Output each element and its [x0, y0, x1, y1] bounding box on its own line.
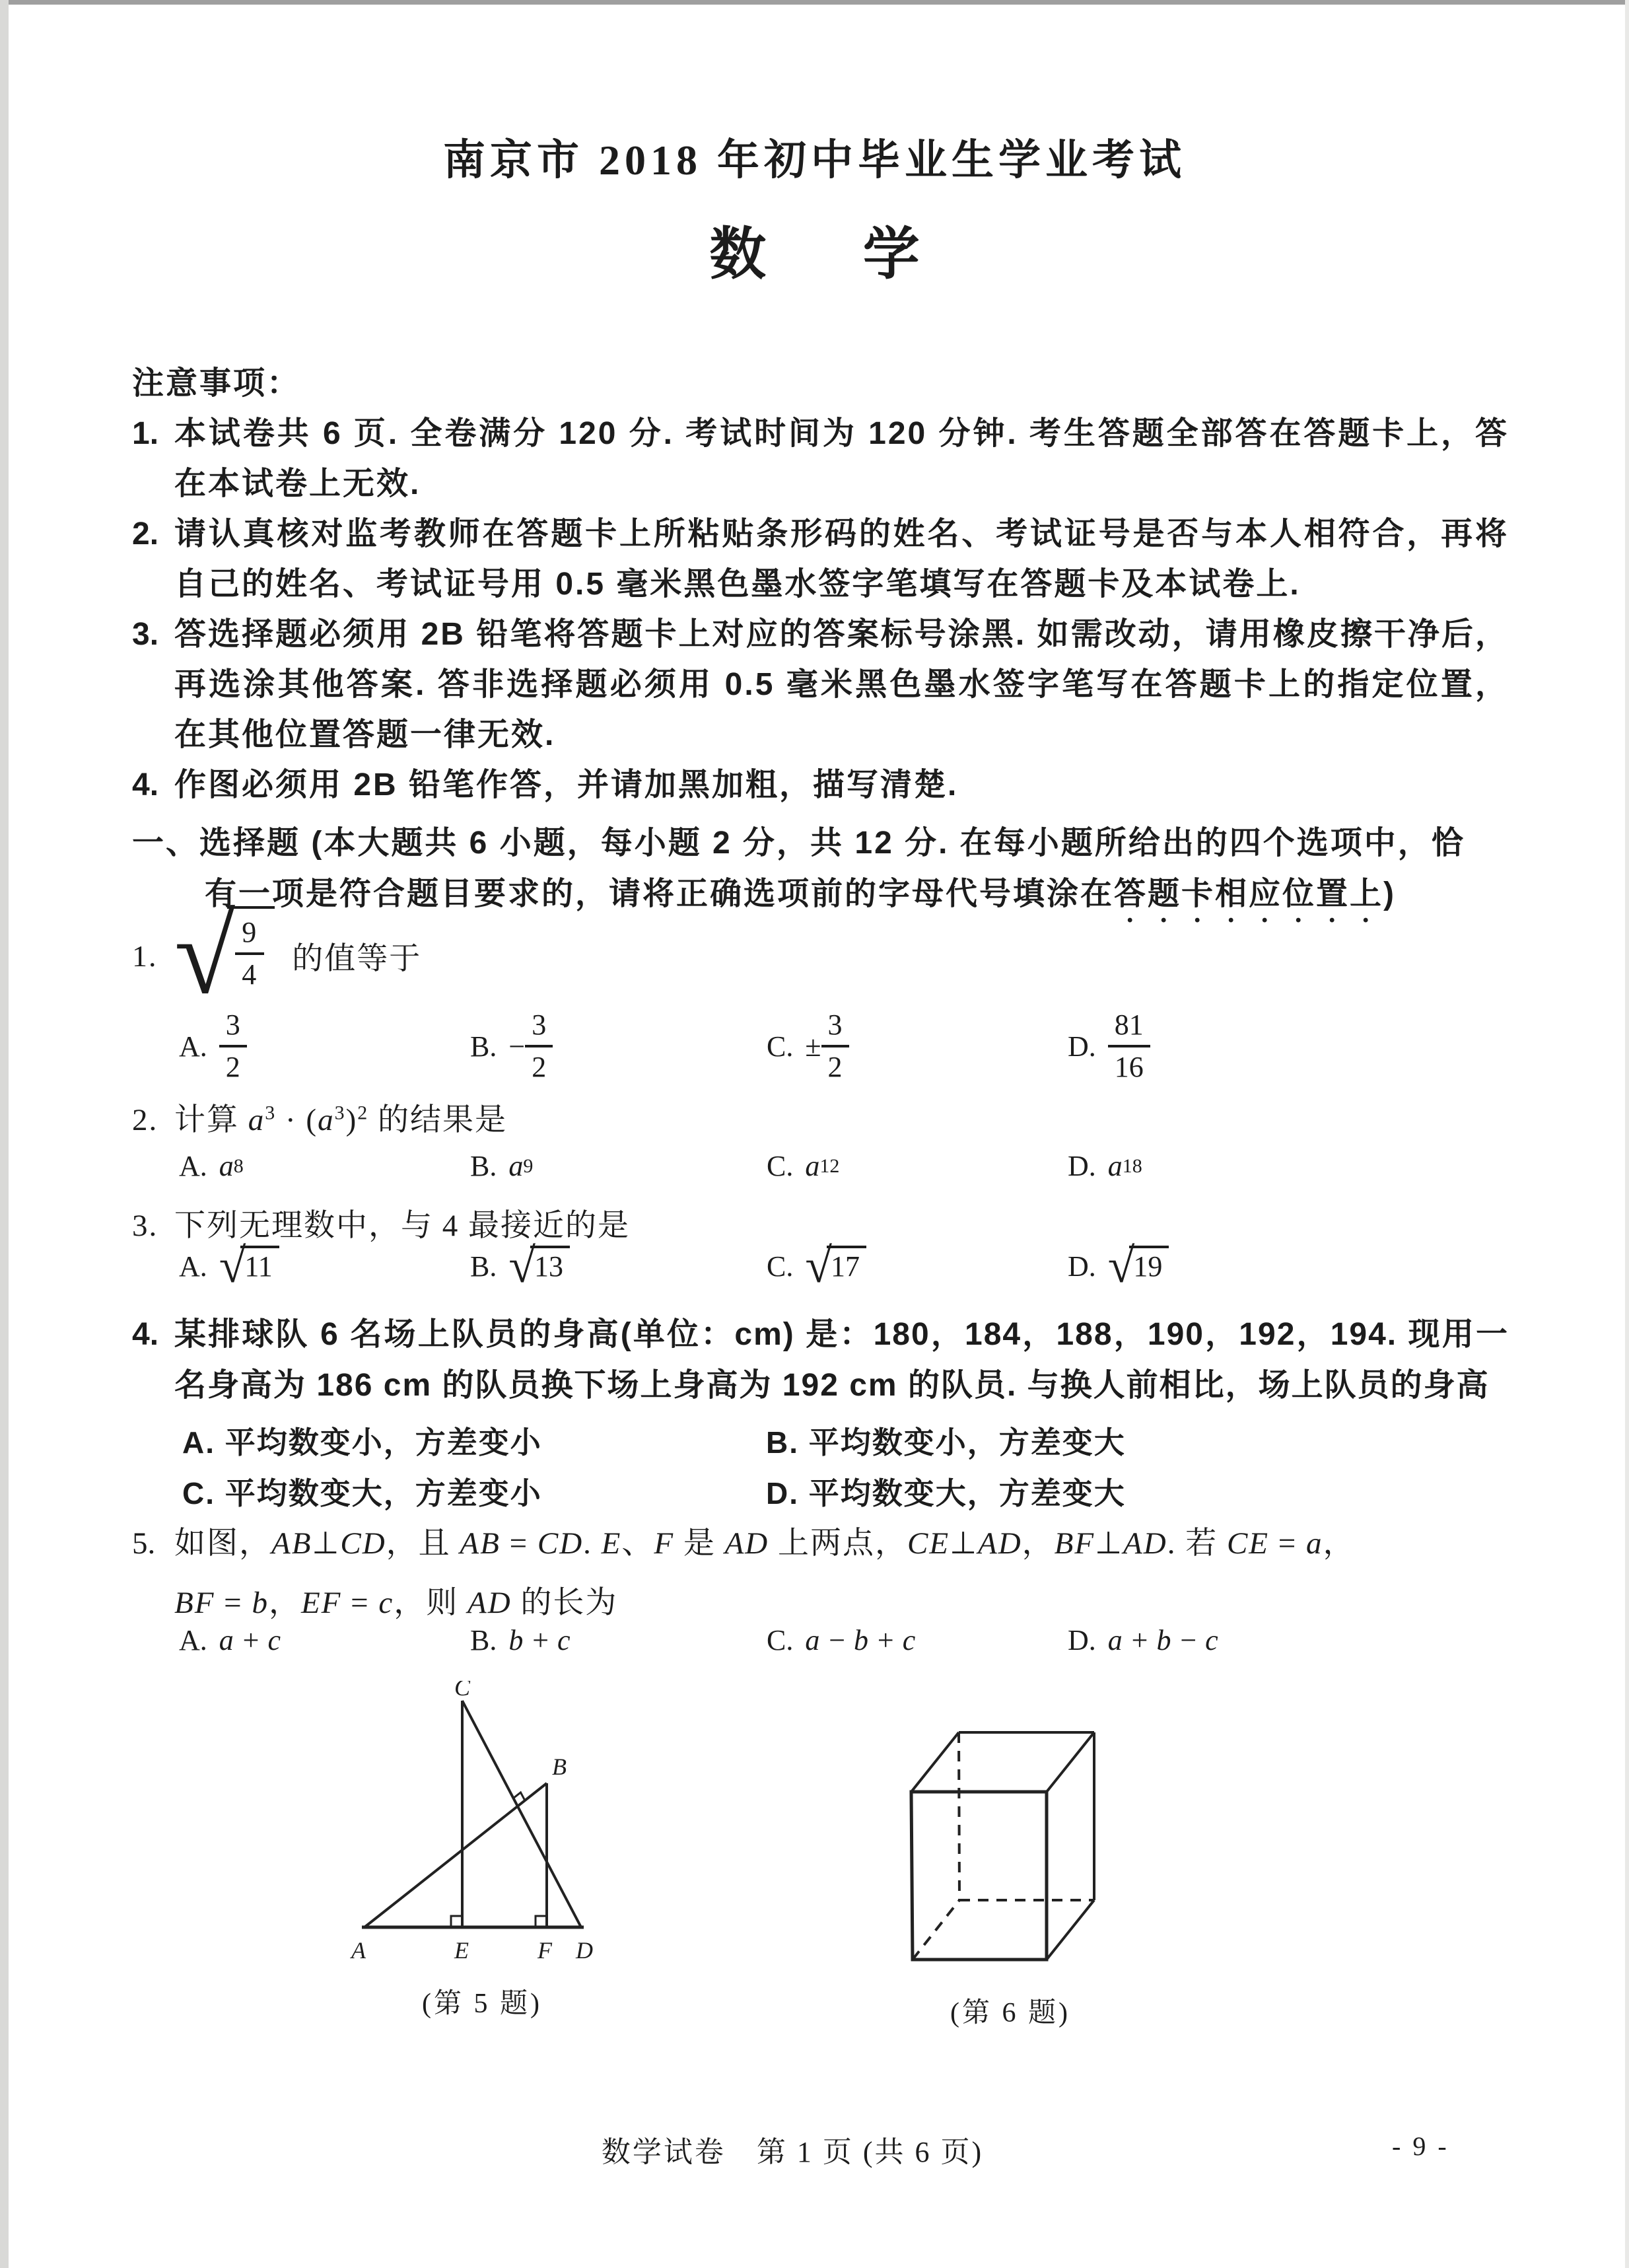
question-4-options: [132, 1411, 1509, 1512]
option-label: A.: [179, 1624, 207, 1656]
text-run: =: [215, 1586, 252, 1620]
text-run: ，且: [386, 1526, 460, 1561]
right-angle-mark-E: [451, 1916, 462, 1927]
math-var: CE: [1226, 1526, 1270, 1561]
math-var: F: [654, 1526, 675, 1561]
text-run: 的结果是: [368, 1103, 507, 1137]
question-3-number: 3.: [132, 1209, 158, 1243]
point-label-E: E: [454, 1937, 469, 1964]
multiply-dot: ·: [276, 1103, 306, 1137]
radical-sign: √: [805, 1239, 832, 1293]
scan-edge-top: [0, 0, 1629, 5]
footer-page-number: - 9 -: [1392, 2131, 1449, 2161]
option-text: 平均数变小，方差变大: [808, 1425, 1126, 1460]
exponent: 2: [357, 1102, 369, 1124]
math-var: CE: [907, 1526, 950, 1561]
option-text: 平均数变大，方差变大: [808, 1476, 1126, 1510]
option-b: B. a 9: [470, 1150, 534, 1182]
fraction: [1108, 1009, 1150, 1084]
point-label-B: B: [552, 1754, 567, 1780]
text-run: ⊥: [950, 1526, 979, 1561]
scan-edge-right: [1625, 0, 1629, 2268]
option-d: [766, 1468, 1126, 1519]
exponent: 3: [265, 1102, 277, 1124]
cube-front-face: [911, 1792, 1047, 1960]
math-var: BF: [1054, 1526, 1095, 1561]
option-label: C.: [767, 1030, 794, 1063]
question-4-number: 4.: [132, 1317, 159, 1352]
option-d: [1068, 1239, 1169, 1293]
radical-sign: √: [1107, 1239, 1135, 1293]
text-run: ⊥: [1095, 1526, 1124, 1561]
option-a: [179, 1623, 281, 1657]
question-1-options: [132, 1009, 1509, 1108]
option-label: B.: [766, 1425, 799, 1460]
math-var: c: [378, 1586, 394, 1620]
page-title: 南京市 2018 年初中毕业生学业考试: [443, 137, 1186, 184]
notice-item-4: [132, 760, 1509, 810]
section-heading-emphasis: 答题卡相应位置上: [1114, 876, 1384, 911]
radicand: 17: [827, 1246, 866, 1281]
math-var: AD: [1123, 1526, 1167, 1561]
option-sign: ±: [805, 1030, 821, 1063]
text-run: =: [1269, 1526, 1307, 1561]
fraction-denominator: 16: [1108, 1045, 1150, 1083]
figure-5-caption: (第 5 题): [422, 1989, 542, 2019]
subject-title: 数 学: [709, 223, 920, 286]
option-text: 平均数变小，方差变小: [225, 1425, 542, 1460]
fraction: [235, 917, 264, 991]
option-label: B.: [470, 1030, 497, 1063]
cube-figure: [885, 1717, 1136, 1995]
triangle-figure: [343, 1681, 621, 1998]
text-run: ⊥: [312, 1526, 341, 1561]
question-3-stem: [132, 1201, 630, 1245]
sqrt-expression: [508, 1239, 570, 1293]
radicand: 13: [530, 1246, 570, 1281]
sqrt-expression: [219, 1239, 279, 1293]
radicand: [227, 906, 275, 991]
cube-top-left-edge: [911, 1732, 959, 1792]
option-label: C.: [767, 1624, 794, 1656]
figure-6-caption: (第 6 题): [950, 1998, 1070, 2028]
math-var: b: [252, 1586, 269, 1620]
fraction-denominator: 2: [525, 1045, 553, 1083]
option-expression: a + b − c: [1107, 1624, 1218, 1656]
radical-sign: √: [508, 1239, 536, 1293]
point-label-A: A: [351, 1937, 366, 1964]
text-run: 如图，: [174, 1526, 271, 1561]
option-label: D.: [766, 1476, 799, 1510]
math-var: EF: [300, 1586, 342, 1620]
cube-bottom-right-edge: [1047, 1900, 1094, 1960]
math-var: a: [805, 1150, 820, 1182]
text-run: .: [583, 1526, 602, 1561]
option-label: A.: [182, 1425, 215, 1460]
scan-edge-left: [0, 0, 9, 2268]
fraction-denominator: 2: [821, 1045, 849, 1083]
option-text: 平均数变大，方差变小: [225, 1476, 542, 1510]
option-expression: a + c: [219, 1624, 281, 1656]
notice-heading: 注意事项：: [132, 366, 301, 401]
question-4: [132, 1309, 1509, 1512]
notice-item-text: 请认真核对监考教师在答题卡上所粘贴条形码的姓名、考试证号是否与本人相符合，再将自己的姓名、考试证号用 0.5 毫米黑色墨水签字笔填写在答题卡及本试卷上.: [174, 516, 1509, 602]
option-a: [182, 1417, 542, 1468]
sqrt-expression: [174, 894, 275, 1017]
option-a: [179, 1009, 247, 1084]
text-run: 、: [621, 1526, 654, 1561]
paren: (: [306, 1103, 318, 1137]
cube-hidden-bottom-left-edge: [913, 1900, 959, 1960]
figure-question-6: [885, 1717, 1136, 1998]
option-d: [1068, 1623, 1218, 1657]
cube-top-right-edge: [1047, 1732, 1094, 1792]
segment-AB: [364, 1783, 547, 1927]
option-b: [470, 1009, 553, 1084]
question-5-options: [132, 1623, 1509, 1689]
notice-item-number: 1.: [132, 416, 159, 451]
fraction-denominator: 4: [235, 952, 264, 991]
math-var: E: [601, 1526, 622, 1561]
fraction-numerator: 81: [1114, 1009, 1144, 1041]
math-var: a: [318, 1103, 335, 1137]
notice-item-text: 作图必须用 2B 铅笔作答，并请加黑加粗，描写清楚.: [174, 767, 959, 802]
question-3-text: 下列无理数中，与 4 最接近的是: [174, 1209, 630, 1243]
point-label-D: D: [576, 1937, 593, 1964]
question-5-line2: [174, 1586, 617, 1620]
option-b: [470, 1623, 571, 1657]
right-angle-mark-F: [536, 1916, 547, 1927]
math-var: BF: [174, 1586, 215, 1620]
math-var: AB: [271, 1526, 312, 1561]
text-run: 上两点，: [769, 1526, 907, 1561]
math-var: AD: [724, 1526, 769, 1561]
notice-item-number: 2.: [132, 516, 159, 551]
math-var: AD: [978, 1526, 1022, 1561]
notice-item-number: 3.: [132, 617, 159, 652]
text-run: ，: [268, 1586, 301, 1620]
question-4-stem: [132, 1309, 1509, 1411]
notice-item-1: [132, 409, 1509, 509]
fraction-numerator: 9: [242, 916, 258, 948]
option-c: [767, 1239, 866, 1293]
question-2-stem: [132, 1095, 507, 1139]
option-b: [470, 1239, 570, 1293]
option-label: B.: [470, 1250, 497, 1283]
question-1-stem: [132, 894, 422, 1017]
option-c: [182, 1468, 542, 1519]
footer-page-info: 数学试卷 第 1 页 (共 6 页): [601, 2136, 984, 2168]
option-label: D.: [1068, 1250, 1096, 1283]
option-a: A. a 8: [179, 1150, 244, 1182]
option-expression: b + c: [508, 1624, 571, 1656]
notice-item-3: [132, 610, 1509, 760]
math-var: a: [248, 1103, 265, 1137]
section-heading-line1: 一、选择题 (本大题共 6 小题，每小题 2 分，共 12 分. 在每小题所给出的四个选项中，恰: [132, 826, 1465, 861]
option-c: [767, 1009, 849, 1084]
fraction-numerator: 3: [225, 1009, 240, 1041]
point-label-F: F: [537, 1937, 552, 1964]
option-label: D.: [1068, 1030, 1096, 1063]
fraction: [525, 1009, 553, 1084]
radicand: 11: [240, 1246, 279, 1281]
text-run: ，: [1022, 1526, 1055, 1561]
option-label: C.: [767, 1150, 794, 1182]
question-5-number: 5.: [132, 1526, 156, 1561]
option-label: B.: [470, 1150, 497, 1182]
question-3-options: [132, 1239, 1509, 1312]
fraction: [821, 1009, 849, 1084]
option-d: [1068, 1009, 1150, 1084]
math-var: AB: [460, 1526, 501, 1561]
option-label: C.: [767, 1250, 794, 1283]
option-d: D. a 18: [1068, 1150, 1142, 1182]
option-b: [766, 1417, 1126, 1468]
text-run: =: [341, 1586, 379, 1620]
notice-item-2: [132, 509, 1509, 610]
option-label: D.: [1068, 1150, 1096, 1182]
text-run: . 若: [1167, 1526, 1227, 1561]
paren: ): [345, 1103, 358, 1137]
radical-sign: √: [219, 1239, 246, 1293]
option-label: A.: [179, 1250, 207, 1283]
section-heading-close: ): [1383, 876, 1397, 911]
math-var: CD: [340, 1526, 386, 1561]
question-1-number: 1.: [132, 939, 158, 973]
radicand: 19: [1129, 1246, 1169, 1281]
question-2-text: [174, 1095, 507, 1139]
question-5-stem: [132, 1514, 1525, 1633]
fraction-numerator: 3: [532, 1009, 547, 1041]
math-var: AD: [468, 1586, 512, 1620]
notice-item-number: 4.: [132, 767, 159, 802]
fraction-denominator: 2: [219, 1045, 247, 1083]
option-a: [179, 1239, 279, 1293]
text-run: 计算: [174, 1103, 248, 1137]
question-1-text: 的值等于: [292, 941, 422, 976]
sqrt-expression: [805, 1239, 866, 1293]
option-sign: −: [508, 1030, 526, 1063]
text-run: ，则: [394, 1586, 468, 1620]
text-run: ，: [1323, 1526, 1356, 1561]
math-var: a: [1107, 1150, 1123, 1182]
math-var: a: [508, 1150, 524, 1182]
option-label: A.: [179, 1150, 207, 1182]
option-c: C. a 12: [767, 1150, 840, 1182]
math-var: CD: [537, 1526, 584, 1561]
notice-block: [132, 359, 1509, 810]
text-run: 是: [674, 1526, 725, 1561]
section-heading-line2-pre: 有一项是符合题目要求的，请将正确选项前的字母代号填涂在: [205, 876, 1115, 911]
math-var: a: [219, 1150, 234, 1182]
notice-item-text: 本试卷共 6 页. 全卷满分 120 分. 考试时间为 120 分钟. 考生答题全部答在答题卡上，答在本试卷上无效.: [174, 416, 1509, 501]
question-2-number: 2.: [132, 1103, 158, 1137]
question-4-text: 某排球队 6 名场上队员的身高(单位：cm) 是：180，184，188，190，192，194. 现用一名身高为 186 cm 的队员换下场上身高为 192 cm 的队员. 与换人前相比，场上队员的身高: [174, 1317, 1509, 1403]
option-c: [767, 1623, 915, 1657]
notice-item-text: 答选择题必须用 2B 铅笔将答题卡上对应的答案标号涂黑. 如需改动，请用橡皮擦干净后，再选涂其他答案. 答非选择题必须用 0.5 毫米黑色墨水签字笔写在答题卡上的指定位置，在其他位置答题一律无效.: [174, 617, 1509, 752]
radical-sign: √: [174, 894, 237, 1017]
option-expression: a − b + c: [805, 1624, 916, 1656]
question-5-line1-wrap: [132, 1514, 1525, 1573]
option-label: A.: [179, 1030, 207, 1063]
math-var: a: [1306, 1526, 1323, 1561]
text-run: =: [500, 1526, 537, 1561]
option-label: C.: [182, 1476, 215, 1510]
question-2-options: [132, 1149, 1509, 1209]
point-label-C: C: [454, 1681, 471, 1701]
exponent: 3: [334, 1102, 346, 1124]
question-5-line1: [174, 1526, 1356, 1561]
fraction-numerator: 3: [827, 1009, 843, 1041]
segment-CD: [462, 1701, 581, 1927]
option-label: D.: [1068, 1624, 1096, 1656]
option-label: B.: [470, 1624, 497, 1656]
figure-question-5: [343, 1681, 621, 2001]
fraction: [219, 1009, 247, 1084]
sqrt-expression: [1107, 1239, 1169, 1293]
text-run: 的长为: [511, 1586, 618, 1620]
